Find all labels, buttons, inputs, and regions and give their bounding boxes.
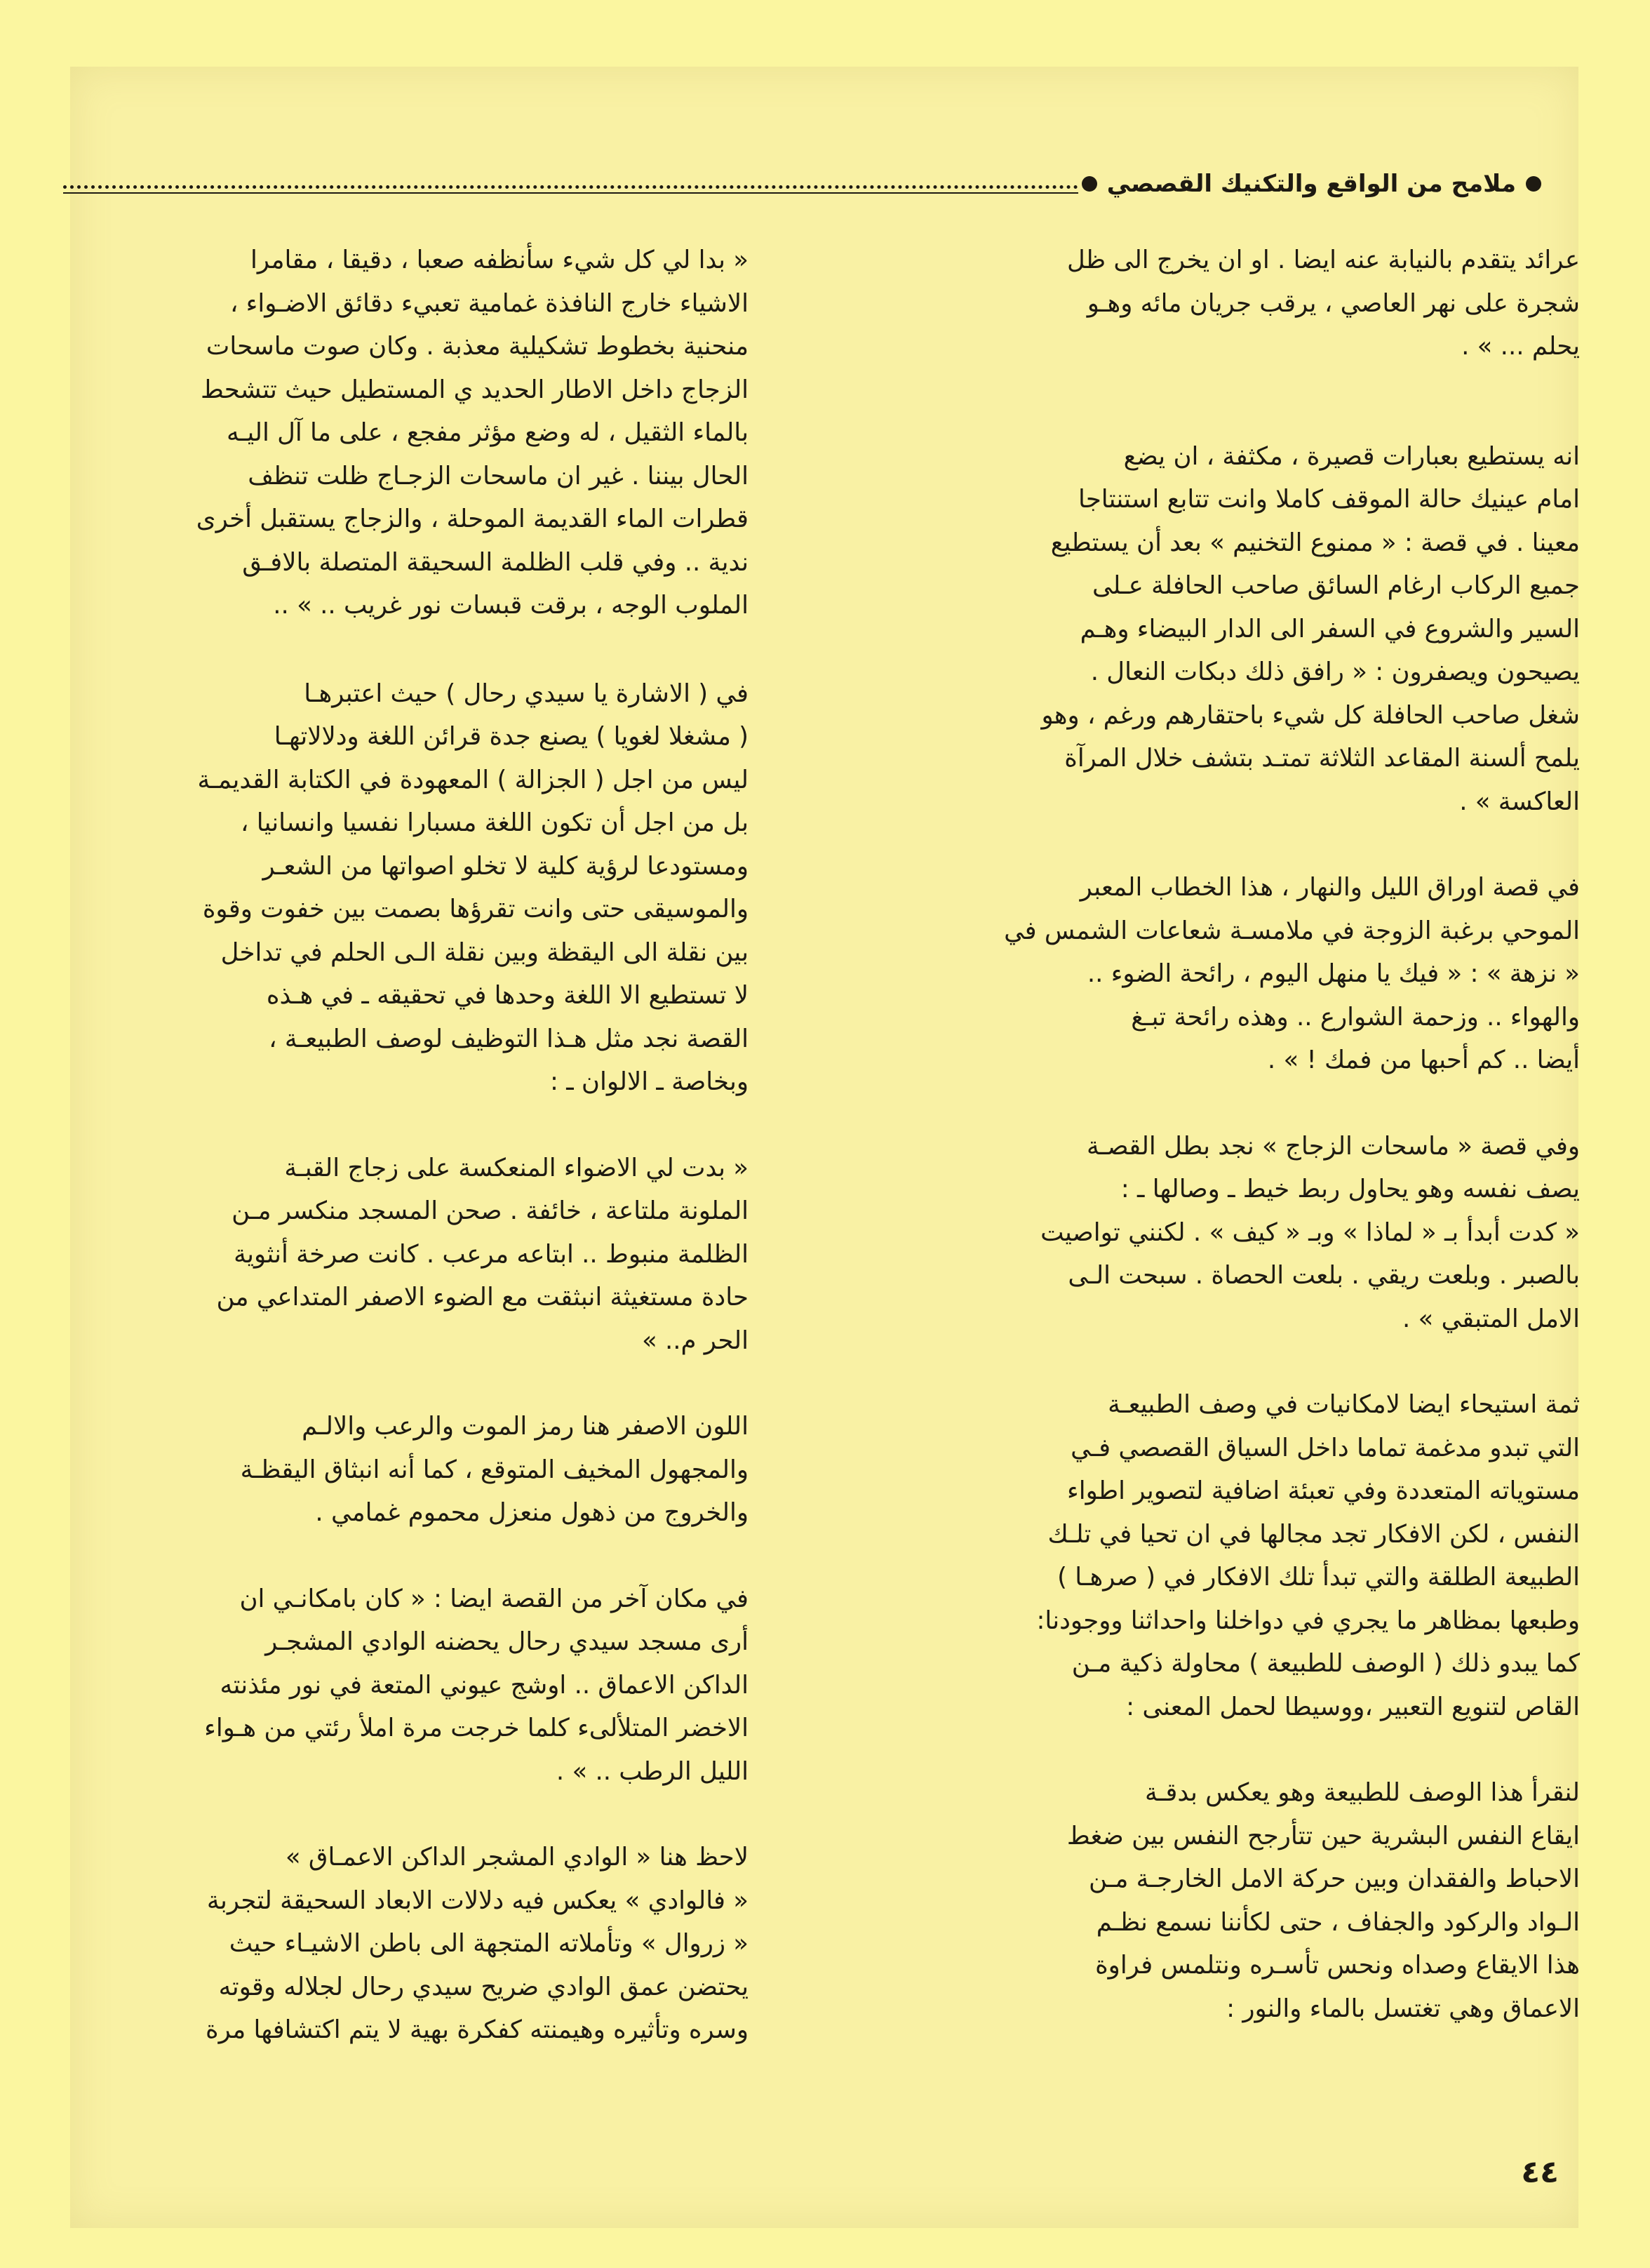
running-header [63, 168, 1541, 211]
paragraph: في مكان آخر من القصة ايضا : « كان بامكانـي ان أرى مسجد سيدي رحال يحضنه الوادي المشجـر الداكن الاعماق .. اوشج عيوني المتعة في نور مئذنته الاخضر المتلألىء كلما خرجت مرة املأ رئتي من هـواء الليل الرطب .. » . [204, 1584, 749, 1786]
paragraph: في ( الاشارة يا سيدي رحال ) حيث اعتبرهـا ( مشغلا لغويا ) يصنع جدة قرائن اللغة ودلالاتهـا ليس من اجل ( الجزالة ) المعهودة في الكتابة القديمـة بل من اجل أن تكون اللغة مسبارا نفسيا وانسانيا ، ومستودعا لرؤية كلية لا تخلو اصواتها من الشعـر والموسيقى حتى وانت تقرؤها بصمت بين خفوت وقوة بين نقلة الى اليقظة وبين نقلة الـى الحلم في تداخل لا تستطيع الا اللغة وحدها في تحقيقه ـ في هـذه القصة نجد مثل هـذا التوظيف لوصف الطبيعـة ، وبخاصة ـ الالوان ـ : [197, 679, 749, 1096]
bullet-icon [1082, 176, 1097, 192]
paragraph: « بدت لي الاضواء المنعكسة على زجاج القبـة الملونة ملتاعة ، خائفة . صحن المسجد منكسر مـن الظلمة منبوط .. ابتاعه مرعب . كانت صرخة أنثوية حادة مستغيثة انبثقت مع الضوء الاصفر المتداعي من الحر م.. » [216, 1153, 749, 1355]
paragraph: ثمة استيحاء ايضا لامكانيات في وصف الطبيعـة التي تبدو مدغمة تماما داخل السياق القصصي فـي مستوياته المتعددة وفي تعبئة اضافية لتصوير اطواء النفس ، لكن الافكار تجد مجالها في ان تحيا في تلـك الطبيعة الطلقة والتي تبدأ تلك الافكار في ( صرهـا ) وطبعها بمظاهر ما يجري في دواخلنا واحداثنا ووجودنا: كما يبدو ذلك ( الوصف للطبيعة ) محاولة ذكية مـن القاص لتنويع التعبير ،ووسيطا لحمل المعنى : [1036, 1390, 1580, 1721]
paragraph: في قصة اوراق الليل والنهار ، هذا الخطاب المعبر الموحي برغبة الزوجة في ملامسـة شعاعات الشمس في « نزهة » : « فيك يا منهل اليوم ، رائحة الضوء .. والهواء .. وزحمة الشوارع .. وهذه رائحة تبـغ أيضا .. كم أحبها من فمك ! » . [1004, 873, 1580, 1074]
header-title: ملامح من الواقع والتكنيك القصصي [1106, 170, 1516, 198]
paragraph: وفي قصة « ماسحات الزجاج » نجد بطل القصـة يصف نفسه وهو يحاول ربط خيط ـ وصالها ـ : « كدت أبدأ بـ « لماذا » وبـ « كيف » . لكنني تواصيت بالصبر . وبلعت ريقي . بلعت الحصاة . سبحت الـى الامل المتبقي » . [1040, 1131, 1580, 1333]
paragraph: انه يستطيع بعبارات قصيرة ، مكثفة ، ان يضع امام عينيك حالة الموقف كاملا وانت تتابع استنتاجا معينا . في قصة : « ممنوع التخنيم » بعد أن يستطيع جميع الركاب ارغام السائق صاحب الحافلة عـلى السير والشروع في السفر الى الدار البيضاء وهـم يصيحون ويصفرون : « رافق ذلك دبكات النعال . شغل صاحب الحافلة كل شيء باحتقارهم ورغم ، وهو يلمح ألسنة المقاعد الثلاثة تمتـد بتشف خلال المرآة العاكسة » . [1041, 441, 1580, 816]
header-rule [63, 192, 1078, 194]
paragraph: لاحظ هنا « الوادي المشجر الداكن الاعمـاق » « فالوادي » يعكس فيه دلالات الابعاد السحيقة لتجربة « زروال » وتأملاته المتجهة الى باطن الاشيـاء حيث يحتضن عمق الوادي ضريح سيدي رحال لجلاله وقوته وسره وتأثيره وهيمنته كفكرة بهية لا يتم اكتشافها مرة [206, 1843, 749, 2044]
left-column [47, 239, 749, 2095]
paragraph: اللون الاصفر هنا رمز الموت والرعب والالـم والمجهول المخيف المتوقع ، كما أنه انبثاق اليقظـة والخروج من ذهول منعزل محموم غمامي . [240, 1412, 749, 1527]
paragraph: « بدا لي كل شيء سأنظفه صعبا ، دقيقا ، مقامرا الاشياء خارج النافذة غمامية تعبيء دقائق الاضـواء ، منحنية بخطوط تشكيلية معذبة . وكان صوت ماسحات الزجاج داخل الاطار الحديد ي المستطيل حيث تتشحط بالماء الثقيل ، له وضع مؤثر مفجع ، على ما آل اليـه الحال بيننا . غير ان ماسحات الزجـاج ظلت تنظف قطرات الماء القديمة الموحلة ، والزجاج يستقبل أخرى ندية .. وفي قلب الظلمة السحيقة المتصلة بالافـق الملوب الوجه ، برقت قبسات نور غريب .. » .. [196, 246, 749, 620]
paragraph: عرائد يتقدم بالنيابة عنه ايضا . او ان يخرج الى ظل شجرة على نهر العاصي ، يرقب جريان مائه وهـو يحلم ... » . [1066, 246, 1580, 361]
header-title-group [1082, 170, 1541, 198]
paragraph: لنقرأ هذا الوصف للطبيعة وهو يعكس بدقـة ايقاع النفس البشرية حين تتأرجح النفس بين ضغط الاحباط والفقدان وبين حركة الامل الخارجـة مـن الـواد والركود والجفاف ، حتى لكأننا نسمع نظـم هذا الايقاع وصداه ونحس تأسـره ونتلمس فراوة الاعماق وهي تغتسل بالماء والنور : [1066, 1778, 1580, 2023]
bullet-icon [1526, 176, 1541, 192]
page-number: ٤٤ [1521, 2154, 1559, 2190]
header-dotted-rule [63, 185, 1078, 189]
right-column [878, 239, 1580, 2073]
